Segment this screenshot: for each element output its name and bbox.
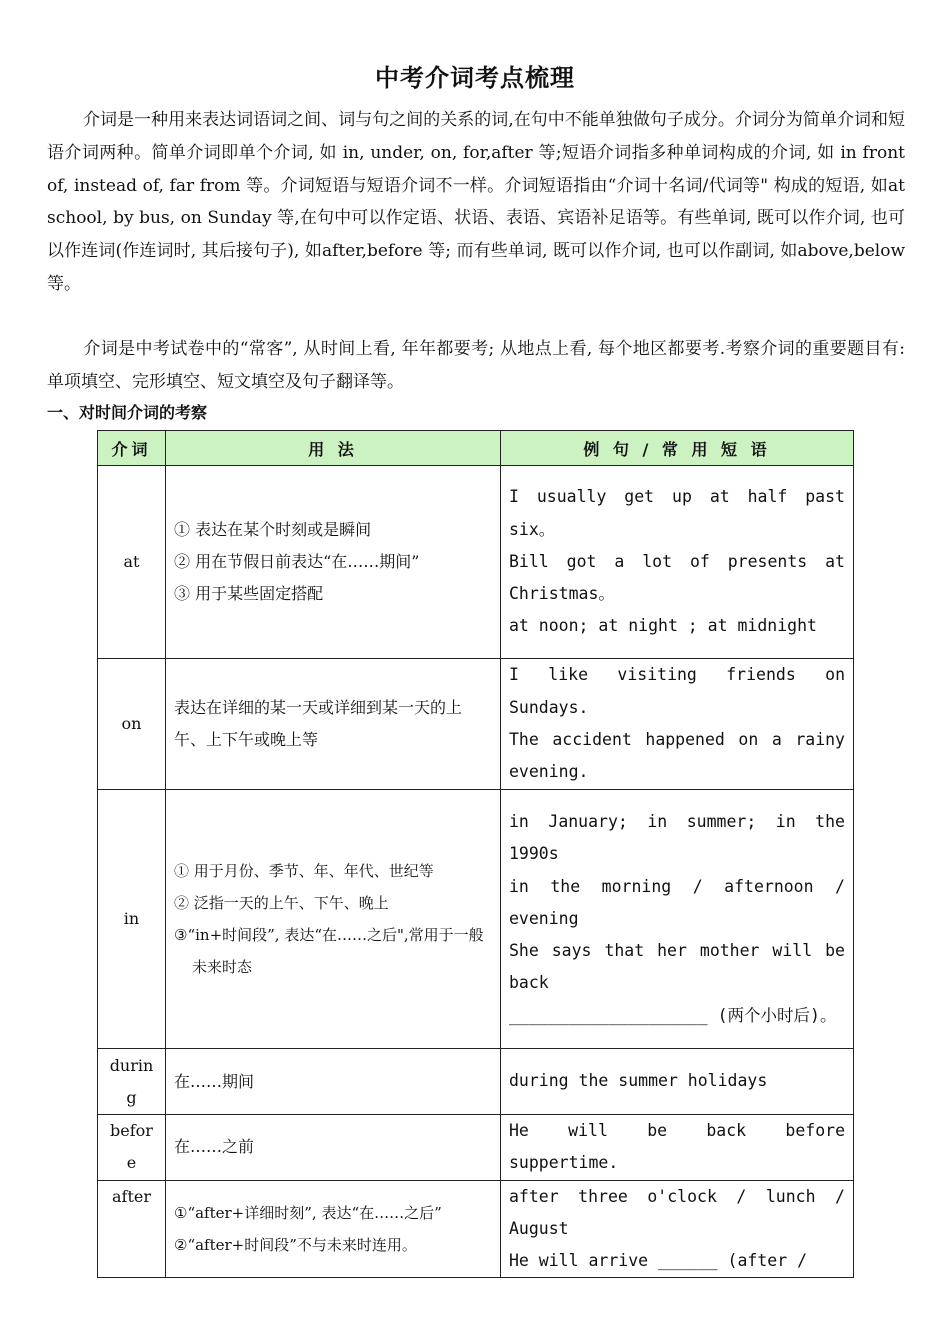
usage-line: 表达在详细的某一天或详细到某一天的上午、上下午或晚上等 (174, 698, 463, 749)
usage-line: 在……之前 (174, 1137, 255, 1157)
example-line: I like visiting friends on Sundays. (509, 665, 845, 717)
example-line: She says that her mother will be back (509, 941, 845, 993)
example-cell (501, 1180, 854, 1278)
example-line: I usually get up at half past six。 (509, 487, 845, 539)
example-line: He will arrive ______ (after / (509, 1251, 808, 1271)
example-line: The accident happened on a rainy evening. (509, 730, 845, 782)
intro-paragraph-2 (47, 333, 905, 399)
example-line: He will be back before suppertime. (509, 1121, 845, 1173)
intro-paragraph-1 (47, 104, 905, 301)
usage-line: ③ 用于某些固定搭配 (174, 584, 324, 603)
example-cell (501, 1115, 854, 1181)
usage-cell (166, 1115, 501, 1181)
usage-line: ① 用于月份、季节、年、年代、世纪等 (174, 862, 434, 880)
preposition-cell: on (98, 659, 166, 790)
table-row (98, 1115, 854, 1181)
table-row (98, 659, 854, 790)
usage-cell (166, 790, 501, 1049)
preposition-cell: in (98, 790, 166, 1049)
section-heading: 一、对时间介词的考察 (47, 403, 208, 422)
usage-line: ② 用在节假日前表达“在……期间” (174, 552, 420, 571)
usage-line: ①“after+详细时刻”, 表达“在……之后” (174, 1204, 442, 1223)
example-line: after three o'clock / lunch / August (509, 1186, 845, 1238)
example-line: in January; in summer; in the 1990s (509, 811, 845, 864)
page-title: 中考介词考点梳理 (375, 64, 575, 92)
table-row (98, 1180, 854, 1278)
table-row (98, 466, 854, 659)
preposition-table (97, 430, 854, 1278)
usage-line: ② 泛指一天的上午、下午、晚上 (174, 894, 389, 912)
example-line: during the summer holidays (509, 1071, 768, 1091)
example-cell (501, 790, 854, 1049)
intro-paragraph-2-text: 介词是中考试卷中的“常客”, 从时间上看, 年年都要考; 从地点上看, 每个地区都要考.考察介词的重要题目有: 单项填空、完形填空、短文填空及句子翻译等。 (47, 339, 905, 392)
intro-paragraph-1-text: 介词是一种用来表达词语词之间、词与句之间的关系的词,在句中不能单独做句子成分。介词分为简单介词和短语介词两种。简单介词即单个介词, 如 in, under, on, for,after 等;短语介词指多种单词构成的介词, 如 in front of, instead of, far from 等。介词短语与短语介词不一样。介词短语指由“介词十名词/代词等" 构成的短语, 如at school, by bus, on Sunday 等,在句中可以作定语、状语、表语、宾语补足语等。有些单词, 既可以作介词, 也可以作连词(作连词时, 其后接句子), 如after,before 等; 而有些单词, 既可以作介词, 也可以作副词, 如above,below 等。 (47, 110, 905, 294)
header-preposition: 介词 (98, 431, 166, 466)
example-line: Bill got a lot of presents at Christmas。 (509, 551, 845, 604)
usage-line: ① 表达在某个时刻或是瞬间 (174, 520, 372, 539)
usage-line: ②“after+时间段”不与未来时连用。 (174, 1236, 417, 1255)
table-row (98, 1049, 854, 1115)
example-line: ____________________ (两个小时后)。 (509, 1005, 837, 1025)
table-header-row (98, 431, 854, 466)
example-cell (501, 466, 854, 659)
usage-cell (166, 659, 501, 790)
example-cell (501, 659, 854, 790)
header-examples: 例 句 / 常 用 短 语 (501, 431, 854, 466)
preposition-cell: at (98, 466, 166, 659)
usage-line: 在……期间 (174, 1071, 255, 1091)
preposition-cell: during (98, 1049, 166, 1115)
usage-line: ③“in+时间段”, 表达“在……之后",常用于一般未来时态 (174, 926, 484, 976)
preposition-cell: before (98, 1115, 166, 1181)
preposition-cell: after (98, 1180, 166, 1278)
example-line: at noon; at night ; at midnight (509, 616, 817, 636)
table-row (98, 790, 854, 1049)
usage-cell (166, 1049, 501, 1115)
usage-cell (166, 1180, 501, 1278)
usage-cell (166, 466, 501, 659)
header-usage: 用 法 (166, 431, 501, 466)
example-cell (501, 1049, 854, 1115)
example-line: in the morning / afternoon / evening (509, 876, 845, 928)
